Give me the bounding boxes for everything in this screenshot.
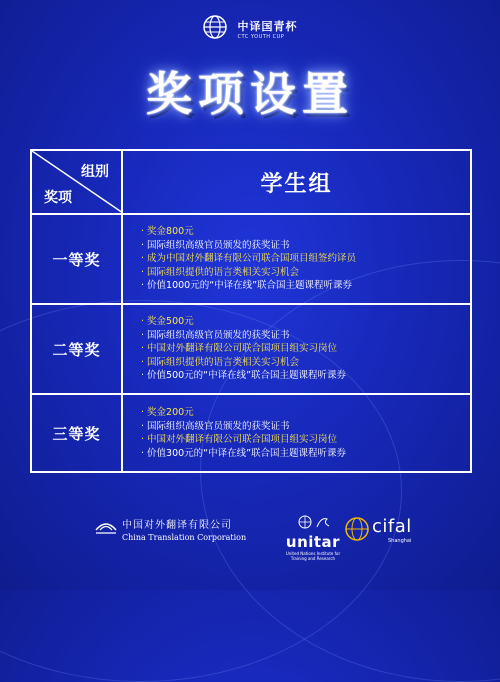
un-emblem-icon (283, 514, 343, 533)
award-item: · 国际组织提供的语言类相关实习机会 (141, 356, 300, 368)
table-row (31, 304, 471, 394)
awards-table (30, 149, 472, 469)
ctc-english-name: China Translation Corporation (122, 533, 247, 542)
ctc-chinese-name: 中国对外翻译有限公司 (122, 520, 232, 531)
award-items (122, 304, 471, 394)
award-items (122, 214, 471, 304)
award-item: · 奖金500元 (141, 316, 194, 328)
unitar-subtitle: United Nations Institute for Training and Research (285, 551, 341, 561)
award-first-prize: 一等奖 (31, 214, 122, 304)
award-item: · 国际组织提供的语言类相关实习机会 (141, 266, 300, 278)
award-second-prize: 二等奖 (31, 304, 122, 394)
award-item: · 价值300元的“中译在线”联合国主题课程听课券 (141, 447, 347, 459)
cifal-wordmark: cifal (372, 516, 412, 537)
award-item: · 中国对外翻译有限公司联合国项目组实习岗位 (141, 434, 338, 445)
award-item: · 奖金800元 (141, 226, 194, 238)
award-items (122, 394, 471, 472)
award-item: · 奖金200元 (141, 407, 194, 418)
unitar-wordmark: unitar (285, 533, 341, 551)
award-third-prize: 三等奖 (31, 394, 122, 472)
table-row (31, 394, 471, 472)
award-item: · 国际组织高级官员颁发的获奖证书 (141, 420, 290, 432)
award-item: · 成为中国对外翻译有限公司联合国项目组签约译员 (141, 253, 357, 265)
partner-logos (0, 512, 500, 562)
award-item: · 价值1000元的“中译在线”联合国主题课程听课券 (141, 280, 353, 292)
table-row (31, 214, 471, 304)
globe-icon (202, 14, 228, 44)
table-corner-cell (31, 150, 122, 214)
column-header-student: 学生组 (122, 150, 471, 214)
corner-label-group: 组别 (81, 164, 109, 180)
cifal-globe-icon (344, 516, 370, 546)
unitar-logo (283, 514, 343, 561)
ctc-emblem-icon (94, 516, 118, 542)
ctc-text (122, 516, 246, 542)
award-item: · 国际组织高级官员颁发的获奖证书 (141, 239, 290, 251)
cifal-subtitle: Shanghai (388, 538, 412, 544)
award-item: · 中国对外翻译有限公司联合国项目组实习岗位 (141, 343, 338, 355)
logo-chinese-name: 中译国青杯 (237, 20, 298, 33)
award-item: · 价值500元的“中译在线”联合国主题课程听课券 (141, 370, 347, 382)
award-item: · 国际组织高级官员颁发的获奖证书 (141, 329, 290, 341)
logo-english-name: CTC YOUTH CUP (237, 34, 285, 40)
corner-label-award: 奖项 (44, 190, 72, 206)
competition-logo (0, 14, 500, 44)
page-title: 奖项设置 (146, 67, 354, 121)
